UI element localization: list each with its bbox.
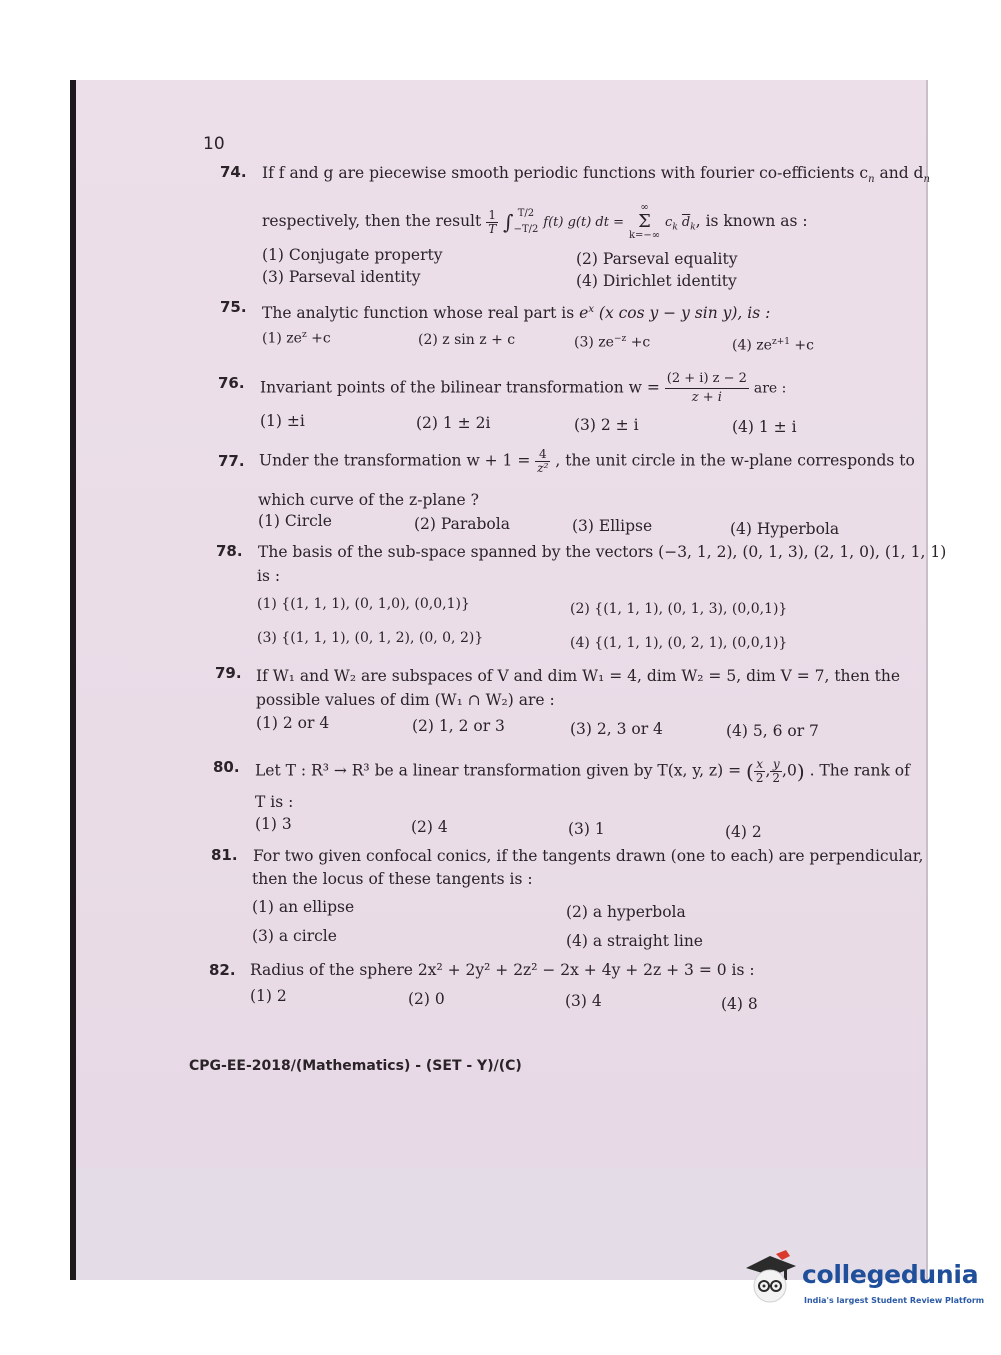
question-text-line2: is : [257, 567, 281, 585]
option: (3) 2 ± i [574, 416, 639, 434]
option: (1) {(1, 1, 1), (0, 1,0), (0,0,1)} [257, 596, 470, 612]
option: (4) $ze^{z+1} +c$ [732, 337, 814, 354]
question-text: Under the transformation w + 1 = $\frac{4}{\text{z²}}$ , the unit circle in the w-plane corresponds to [259, 447, 915, 475]
option: (4) {(1, 1, 1), (0, 2, 1), (0,0,1)} [570, 635, 788, 651]
question-number: 82. [209, 961, 236, 979]
option: (4) 2 [725, 823, 762, 841]
question-number: 79. [215, 664, 242, 682]
fraction: $\frac{4}{\text{z²}}$ [537, 447, 549, 475]
option: (4) a straight line [566, 932, 703, 950]
option: (2) 0 [408, 990, 445, 1008]
option: (1) $ze^z +c$ [262, 330, 331, 347]
question-number: 78. [216, 542, 243, 560]
option: (2) 1 ± 2i [416, 414, 491, 432]
question-text-line2: possible values of dim (W₁ ∩ W₂) are : [256, 691, 555, 709]
question-text-line2: then the locus of these tangents is : [252, 870, 533, 888]
option: (4) Dirichlet identity [576, 272, 737, 290]
fraction: $\frac{1}{T}$ [488, 207, 497, 236]
option: (3) 4 [565, 992, 602, 1010]
question-number: 75. [220, 298, 247, 316]
option: (1) 2 [250, 987, 287, 1005]
option: (1) 2 or 4 [256, 714, 330, 732]
page-number: 10 [203, 134, 225, 154]
option: (1) Circle [258, 512, 332, 530]
collegedunia-logo [740, 1248, 985, 1318]
question-text-line2: which curve of the z-plane ? [258, 491, 479, 509]
question-number: 77. [218, 452, 245, 470]
option: (1) an ellipse [252, 898, 355, 916]
option: (3) 2, 3 or 4 [570, 720, 663, 738]
option: (3) 1 [568, 820, 605, 838]
question-number: 80. [213, 758, 240, 776]
option: (4) 1 ± i [732, 418, 797, 436]
option: (3) {(1, 1, 1), (0, 1, 2), (0, 0, 2)} [257, 630, 484, 646]
question-text: For two given confocal conics, if the tangents drawn (one to each) are perpendicular, [253, 847, 924, 865]
option: (1) Conjugate property [262, 246, 443, 264]
question-text-line2: T is : [255, 793, 294, 811]
option: (2) 4 [411, 818, 448, 836]
option: (1) ±i [260, 412, 305, 430]
option: (2) Parabola [414, 515, 510, 533]
page-right-edge [926, 80, 928, 1280]
option: (1) 3 [255, 815, 292, 833]
summation: ∞ Σ k=−∞ [628, 202, 661, 241]
question-text: Let T : R³ → R³ be a linear transformation given by T(x, y, z) = ( $\frac{x}{2}$ , $\frac{y}{2}$ ,0) . The rank of [255, 757, 910, 785]
question-number: 81. [211, 846, 238, 864]
exam-footer: CPG-EE-2018/(Mathematics) - (SET - Y)/(C) [189, 1058, 522, 1074]
option: (3) Ellipse [572, 517, 653, 535]
question-text-line2: respectively, then the result $\frac{1}{T}$ ∫ T/2 −T/2 f(t) g(t) dt = ∞ Σ k=−∞ $c_k$ $\overline{d}_k$, is known as : [262, 202, 808, 241]
question-text: The basis of the sub-space spanned by the vectors (−3, 1, 2), (0, 1, 3), (2, 1, 0), (1, 1, 1) [258, 543, 947, 561]
fraction: $\frac{(2 + i) z - 2}{z + i}$ [666, 371, 747, 405]
option: (2) 1, 2 or 3 [412, 717, 505, 735]
option: (4) 5, 6 or 7 [726, 722, 819, 740]
option: (2) {(1, 1, 1), (0, 1, 3), (0,0,1)} [570, 601, 788, 617]
option: (4) 8 [721, 995, 758, 1013]
question-text: If W₁ and W₂ are subspaces of V and dim W₁ = 4, dim W₂ = 5, dim V = 7, then the [256, 667, 900, 685]
option: (3) Parseval identity [262, 268, 421, 286]
question-text: Radius of the sphere 2x² + 2y² + 2z² − 2x + 4y + 2z + 3 = 0 is : [250, 961, 755, 979]
logo-tagline: India's largest Student Review Platform [804, 1296, 985, 1305]
question-number: 74. [220, 163, 247, 181]
mascot-icon [740, 1248, 802, 1312]
question-text: The analytic function whose real part is $e^x$ (x cos y − y sin y), is : [262, 304, 771, 323]
question-text: If f and g are piecewise smooth periodic functions with fourier co-efficients $c_n$ and $d_n$ [262, 164, 930, 186]
option: (3) a circle [252, 927, 337, 945]
logo-wordmark: collegedunia [802, 1260, 979, 1289]
option: (3) $ze^{-z} +c$ [574, 334, 651, 351]
option: (2) Parseval equality [576, 250, 738, 268]
option: (4) Hyperbola [730, 520, 840, 538]
question-text: Invariant points of the bilinear transformation w = $\frac{(2 + i) z - 2}{z + i}$ are : [260, 371, 787, 405]
question-number: 76. [218, 374, 245, 392]
option: (2) a hyperbola [566, 903, 686, 921]
option: (2) z sin z + c [418, 332, 516, 348]
